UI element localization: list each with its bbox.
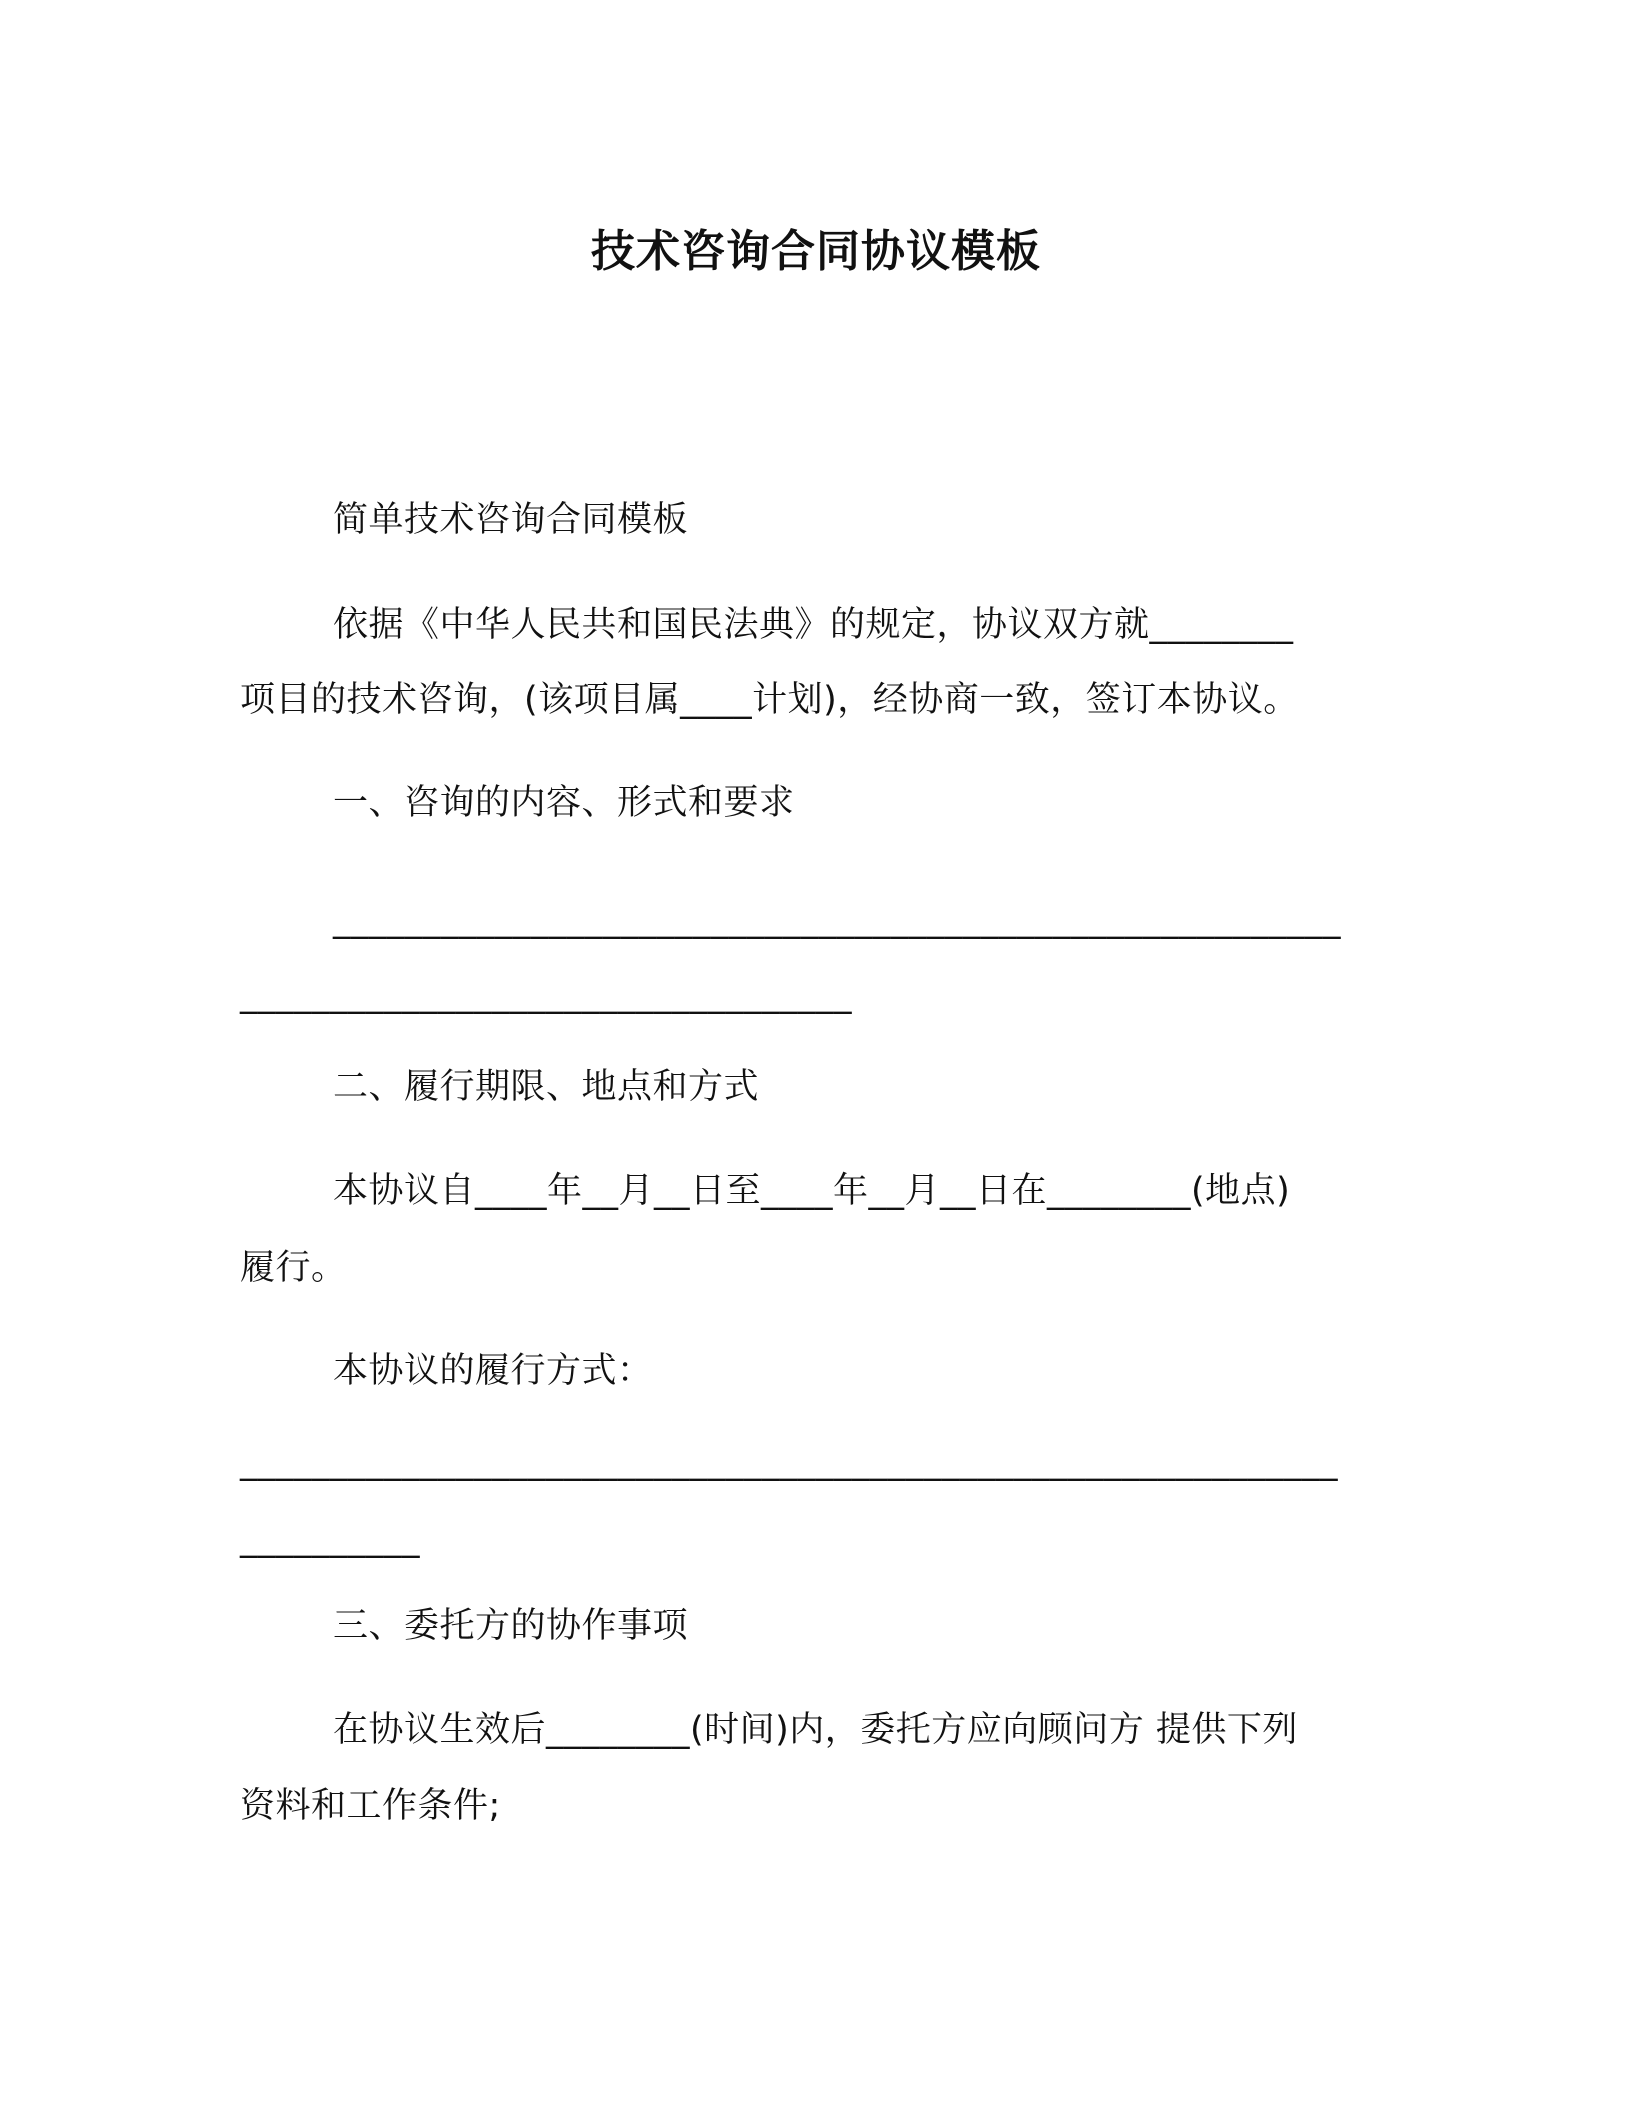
- paragraph-cooperation-line-1: 在协议生效后________(时间)内，委托方应向顾问方 提供下列: [333, 1710, 1298, 1750]
- paragraph-cooperation-line-2: 资料和工作条件;: [240, 1786, 501, 1826]
- paragraph-method: 本协议的履行方式：: [333, 1351, 653, 1391]
- blank-line-2: __________________________________: [240, 975, 852, 1015]
- paragraph-term-line-2: 履行。: [240, 1248, 347, 1288]
- document-title: 技术咨询合同协议模板: [591, 226, 1041, 277]
- section-heading-2: 二、履行期限、地点和方式: [333, 1067, 760, 1107]
- section-heading-3: 三、委托方的协作事项: [333, 1606, 689, 1646]
- blank-line-4: __________: [240, 1519, 420, 1559]
- blank-line-1: ________________________________________________________: [333, 900, 1341, 940]
- subtitle: 简单技术咨询合同模板: [333, 500, 689, 540]
- section-heading-1: 一、咨询的内容、形式和要求: [333, 783, 795, 823]
- blank-line-3: _____________________________________________________________: [240, 1442, 1338, 1482]
- paragraph-intro-line-1: 依据《中华人民共和国民法典》的规定，协议双方就________: [333, 605, 1294, 645]
- paragraph-term-line-1: 本协议自____年__月__日至____年__月__日在________(地点): [333, 1171, 1291, 1211]
- paragraph-intro-line-2: 项目的技术咨询，(该项目属____计划)，经协商一致，签订本协议。: [240, 680, 1299, 720]
